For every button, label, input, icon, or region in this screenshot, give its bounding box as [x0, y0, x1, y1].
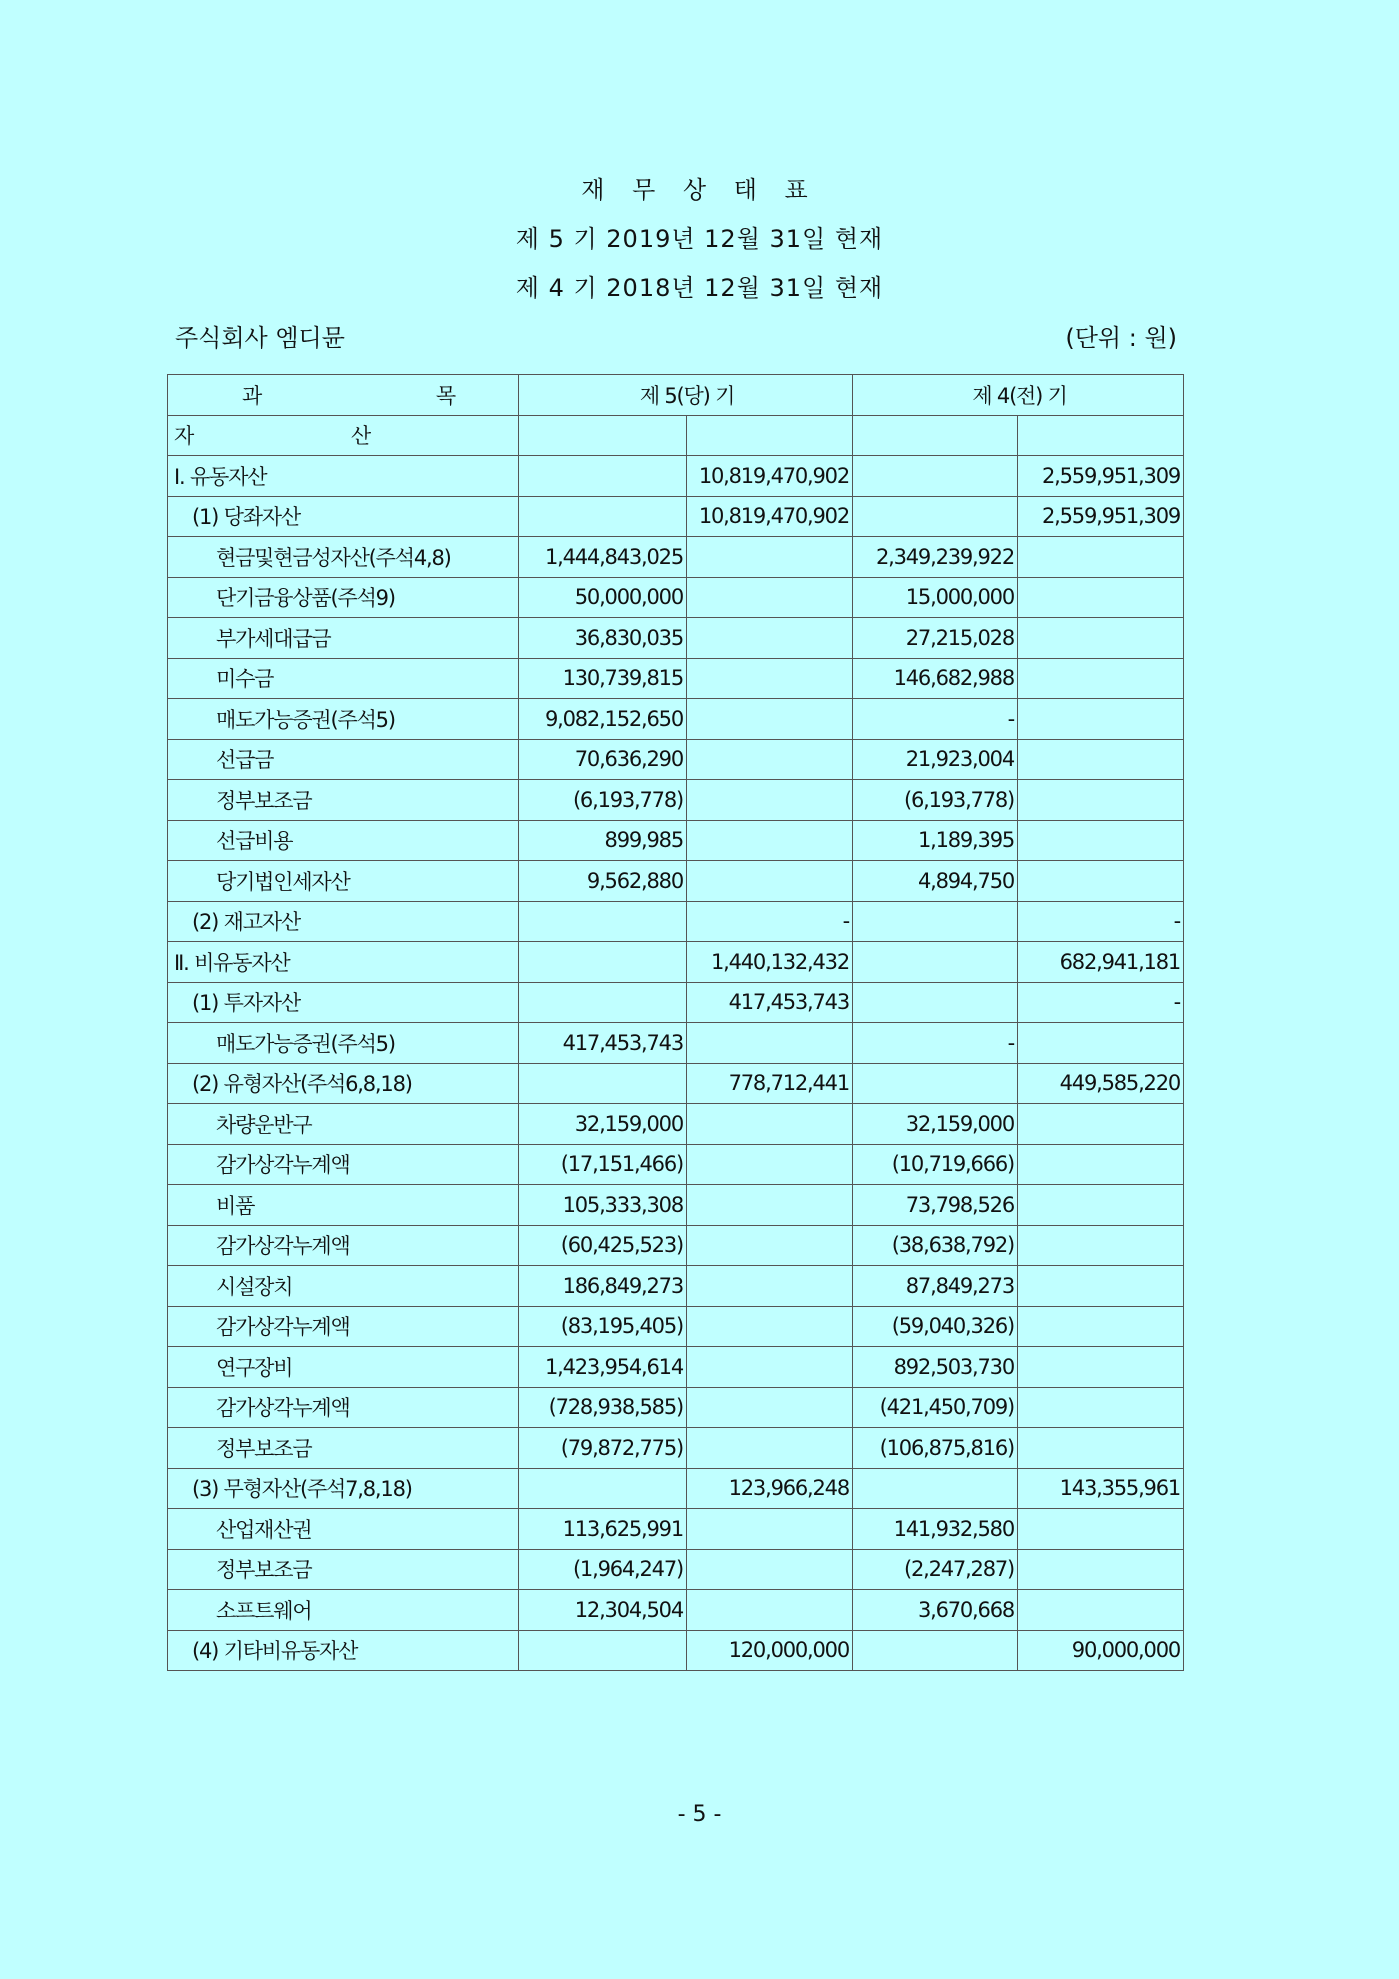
- current-detail-amount: [519, 456, 687, 497]
- prior-total-amount: -: [1018, 982, 1184, 1023]
- prior-detail-amount: (6,193,778): [853, 780, 1018, 821]
- account-label: 감가상각누계액: [168, 1306, 519, 1347]
- prior-detail-amount: 73,798,526: [853, 1185, 1018, 1226]
- prior-detail-amount: (2,247,287): [853, 1549, 1018, 1590]
- prior-total-amount: [1018, 1023, 1184, 1064]
- document-title: 재 무 상 태 표: [581, 176, 818, 204]
- balance-sheet-table: [167, 374, 1184, 1671]
- empty-cell: [519, 415, 687, 456]
- header-prior-period: 제 4(전) 기: [853, 375, 1184, 416]
- prior-total-amount: [1018, 1347, 1184, 1388]
- prior-detail-amount: 2,349,239,922: [853, 537, 1018, 578]
- current-total-amount: 120,000,000: [687, 1630, 853, 1671]
- current-total-amount: [687, 1144, 853, 1185]
- table-row: [168, 982, 1184, 1023]
- current-total-amount: 10,819,470,902: [687, 496, 853, 537]
- prior-total-amount: [1018, 699, 1184, 740]
- current-detail-amount: 50,000,000: [519, 577, 687, 618]
- account-label: 선급금: [168, 739, 519, 780]
- prior-detail-amount: 1,189,395: [853, 820, 1018, 861]
- table-row: [168, 1590, 1184, 1631]
- current-detail-amount: 70,636,290: [519, 739, 687, 780]
- account-label: 감가상각누계액: [168, 1387, 519, 1428]
- empty-cell: [1018, 415, 1184, 456]
- prior-detail-amount: 3,670,668: [853, 1590, 1018, 1631]
- prior-detail-amount: 15,000,000: [853, 577, 1018, 618]
- header-account-b: 목: [435, 383, 455, 408]
- prior-total-amount: [1018, 537, 1184, 578]
- current-total-amount: [687, 861, 853, 902]
- prior-total-amount: [1018, 739, 1184, 780]
- current-total-amount: 123,966,248: [687, 1468, 853, 1509]
- prior-total-amount: -: [1018, 901, 1184, 942]
- current-detail-amount: 1,444,843,025: [519, 537, 687, 578]
- account-label: Ⅰ. 유동자산: [168, 456, 519, 497]
- account-label: 비품: [168, 1185, 519, 1226]
- current-detail-amount: 186,849,273: [519, 1266, 687, 1307]
- prior-total-amount: 90,000,000: [1018, 1630, 1184, 1671]
- current-detail-amount: 113,625,991: [519, 1509, 687, 1550]
- current-detail-amount: (6,193,778): [519, 780, 687, 821]
- prior-detail-amount: (421,450,709): [853, 1387, 1018, 1428]
- account-label: (3) 무형자산(주석7,8,18): [168, 1468, 519, 1509]
- account-label: 부가세대급금: [168, 618, 519, 659]
- current-detail-amount: 9,562,880: [519, 861, 687, 902]
- current-total-amount: [687, 1104, 853, 1145]
- table-row: [168, 1063, 1184, 1104]
- current-total-amount: [687, 1387, 853, 1428]
- current-detail-amount: (79,872,775): [519, 1428, 687, 1469]
- current-total-amount: [687, 1225, 853, 1266]
- account-label: 매도가능증권(주석5): [168, 1023, 519, 1064]
- table-row: [168, 861, 1184, 902]
- current-detail-amount: [519, 496, 687, 537]
- empty-cell: [853, 415, 1018, 456]
- prior-detail-amount: 892,503,730: [853, 1347, 1018, 1388]
- prior-total-amount: [1018, 658, 1184, 699]
- prior-total-amount: [1018, 1428, 1184, 1469]
- prior-detail-amount: -: [853, 1023, 1018, 1064]
- account-label: (2) 재고자산: [168, 901, 519, 942]
- prior-total-amount: [1018, 780, 1184, 821]
- table-row: [168, 456, 1184, 497]
- prior-detail-amount: (10,719,666): [853, 1144, 1018, 1185]
- prior-detail-amount: (59,040,326): [853, 1306, 1018, 1347]
- current-total-amount: [687, 1023, 853, 1064]
- prior-total-amount: [1018, 1104, 1184, 1145]
- table-row: [168, 739, 1184, 780]
- prior-total-amount: [1018, 1225, 1184, 1266]
- table-row: [168, 1266, 1184, 1307]
- current-total-amount: [687, 1266, 853, 1307]
- prior-total-amount: 682,941,181: [1018, 942, 1184, 983]
- prior-total-amount: [1018, 1306, 1184, 1347]
- header-account-a: 과: [242, 383, 262, 408]
- prior-detail-amount: 27,215,028: [853, 618, 1018, 659]
- current-total-amount: [687, 1347, 853, 1388]
- section-label: [168, 415, 519, 456]
- prior-detail-amount: 21,923,004: [853, 739, 1018, 780]
- prior-detail-amount: [853, 1063, 1018, 1104]
- current-total-amount: [687, 577, 853, 618]
- prior-detail-amount: [853, 1630, 1018, 1671]
- account-label: Ⅱ. 비유동자산: [168, 942, 519, 983]
- account-label: 감가상각누계액: [168, 1225, 519, 1266]
- current-total-amount: [687, 1549, 853, 1590]
- account-label: 연구장비: [168, 1347, 519, 1388]
- current-total-amount: 1,440,132,432: [687, 942, 853, 983]
- table-row: [168, 577, 1184, 618]
- current-total-amount: [687, 699, 853, 740]
- prior-total-amount: [1018, 1590, 1184, 1631]
- account-label: 정부보조금: [168, 780, 519, 821]
- current-total-amount: [687, 618, 853, 659]
- account-label: (1) 투자자산: [168, 982, 519, 1023]
- prior-total-amount: [1018, 1549, 1184, 1590]
- prior-total-amount: 449,585,220: [1018, 1063, 1184, 1104]
- prior-total-amount: [1018, 1185, 1184, 1226]
- current-total-amount: 417,453,743: [687, 982, 853, 1023]
- prior-total-amount: [1018, 1266, 1184, 1307]
- account-label: 단기금융상품(주석9): [168, 577, 519, 618]
- prior-total-amount: [1018, 577, 1184, 618]
- header-account: [168, 375, 519, 416]
- account-label: 당기법인세자산: [168, 861, 519, 902]
- prior-total-amount: [1018, 618, 1184, 659]
- table-row: [168, 1428, 1184, 1469]
- current-detail-amount: [519, 982, 687, 1023]
- period-current: 제 5 기 2019년 12월 31일 현재: [515, 225, 884, 253]
- current-detail-amount: 105,333,308: [519, 1185, 687, 1226]
- prior-detail-amount: 32,159,000: [853, 1104, 1018, 1145]
- current-detail-amount: [519, 942, 687, 983]
- table-row: [168, 1185, 1184, 1226]
- prior-detail-amount: [853, 1468, 1018, 1509]
- current-detail-amount: 1,423,954,614: [519, 1347, 687, 1388]
- current-detail-amount: [519, 1468, 687, 1509]
- prior-total-amount: [1018, 820, 1184, 861]
- account-label: 산업재산권: [168, 1509, 519, 1550]
- table-header-row: [168, 375, 1184, 416]
- current-detail-amount: (728,938,585): [519, 1387, 687, 1428]
- table-row: [168, 901, 1184, 942]
- current-detail-amount: 899,985: [519, 820, 687, 861]
- current-total-amount: [687, 658, 853, 699]
- prior-detail-amount: (38,638,792): [853, 1225, 1018, 1266]
- account-label: 매도가능증권(주석5): [168, 699, 519, 740]
- prior-detail-amount: [853, 456, 1018, 497]
- current-detail-amount: 32,159,000: [519, 1104, 687, 1145]
- company-name: 주식회사 엠디뮨: [175, 324, 345, 352]
- table-row: [168, 820, 1184, 861]
- prior-detail-amount: 146,682,988: [853, 658, 1018, 699]
- account-label: 선급비용: [168, 820, 519, 861]
- table-row: [168, 1347, 1184, 1388]
- header-current-period: 제 5(당) 기: [519, 375, 853, 416]
- current-detail-amount: [519, 901, 687, 942]
- current-total-amount: -: [687, 901, 853, 942]
- page-number: - 5 -: [677, 1802, 722, 1827]
- prior-total-amount: [1018, 1144, 1184, 1185]
- current-detail-amount: (83,195,405): [519, 1306, 687, 1347]
- table-row: [168, 1225, 1184, 1266]
- prior-detail-amount: 141,932,580: [853, 1509, 1018, 1550]
- current-total-amount: [687, 1509, 853, 1550]
- prior-total-amount: [1018, 1387, 1184, 1428]
- table-row: [168, 1549, 1184, 1590]
- table-row: [168, 1468, 1184, 1509]
- table-row: [168, 496, 1184, 537]
- prior-detail-amount: [853, 496, 1018, 537]
- table-row: [168, 1144, 1184, 1185]
- current-total-amount: [687, 537, 853, 578]
- current-detail-amount: [519, 1630, 687, 1671]
- current-total-amount: [687, 739, 853, 780]
- current-total-amount: [687, 780, 853, 821]
- current-detail-amount: (60,425,523): [519, 1225, 687, 1266]
- prior-detail-amount: 87,849,273: [853, 1266, 1018, 1307]
- section-label-b: 산: [350, 424, 370, 449]
- current-total-amount: [687, 1185, 853, 1226]
- prior-total-amount: 2,559,951,309: [1018, 496, 1184, 537]
- prior-detail-amount: [853, 901, 1018, 942]
- prior-detail-amount: [853, 942, 1018, 983]
- section-label-a: 자: [174, 424, 194, 449]
- account-label: 정부보조금: [168, 1549, 519, 1590]
- prior-total-amount: 2,559,951,309: [1018, 456, 1184, 497]
- table-row: [168, 1509, 1184, 1550]
- account-label: 감가상각누계액: [168, 1144, 519, 1185]
- prior-detail-amount: [853, 982, 1018, 1023]
- current-total-amount: [687, 1590, 853, 1631]
- table-row: [168, 537, 1184, 578]
- table-row: [168, 1387, 1184, 1428]
- table-row: [168, 1306, 1184, 1347]
- table-row: [168, 658, 1184, 699]
- prior-total-amount: 143,355,961: [1018, 1468, 1184, 1509]
- current-detail-amount: 130,739,815: [519, 658, 687, 699]
- prior-detail-amount: 4,894,750: [853, 861, 1018, 902]
- prior-total-amount: [1018, 861, 1184, 902]
- account-label: (4) 기타비유동자산: [168, 1630, 519, 1671]
- table-row: [168, 618, 1184, 659]
- table-row: [168, 942, 1184, 983]
- current-total-amount: 778,712,441: [687, 1063, 853, 1104]
- current-total-amount: 10,819,470,902: [687, 456, 853, 497]
- table-row: [168, 699, 1184, 740]
- account-label: (1) 당좌자산: [168, 496, 519, 537]
- account-label: (2) 유형자산(주석6,8,18): [168, 1063, 519, 1104]
- current-detail-amount: (1,964,247): [519, 1549, 687, 1590]
- current-total-amount: [687, 820, 853, 861]
- current-detail-amount: 9,082,152,650: [519, 699, 687, 740]
- current-detail-amount: [519, 1063, 687, 1104]
- current-total-amount: [687, 1428, 853, 1469]
- empty-cell: [687, 415, 853, 456]
- account-label: 현금및현금성자산(주석4,8): [168, 537, 519, 578]
- current-total-amount: [687, 1306, 853, 1347]
- unit-label: (단위 : 원): [1065, 324, 1177, 352]
- account-label: 소프트웨어: [168, 1590, 519, 1631]
- current-detail-amount: 12,304,504: [519, 1590, 687, 1631]
- prior-detail-amount: (106,875,816): [853, 1428, 1018, 1469]
- account-label: 차량운반구: [168, 1104, 519, 1145]
- account-label: 미수금: [168, 658, 519, 699]
- table-row: [168, 1630, 1184, 1671]
- prior-detail-amount: -: [853, 699, 1018, 740]
- section-row-assets: [168, 415, 1184, 456]
- account-label: 시설장치: [168, 1266, 519, 1307]
- current-detail-amount: (17,151,466): [519, 1144, 687, 1185]
- table-row: [168, 1104, 1184, 1145]
- table-row: [168, 1023, 1184, 1064]
- current-detail-amount: 417,453,743: [519, 1023, 687, 1064]
- table-row: [168, 780, 1184, 821]
- current-detail-amount: 36,830,035: [519, 618, 687, 659]
- period-prior: 제 4 기 2018년 12월 31일 현재: [515, 274, 884, 302]
- account-label: 정부보조금: [168, 1428, 519, 1469]
- prior-total-amount: [1018, 1509, 1184, 1550]
